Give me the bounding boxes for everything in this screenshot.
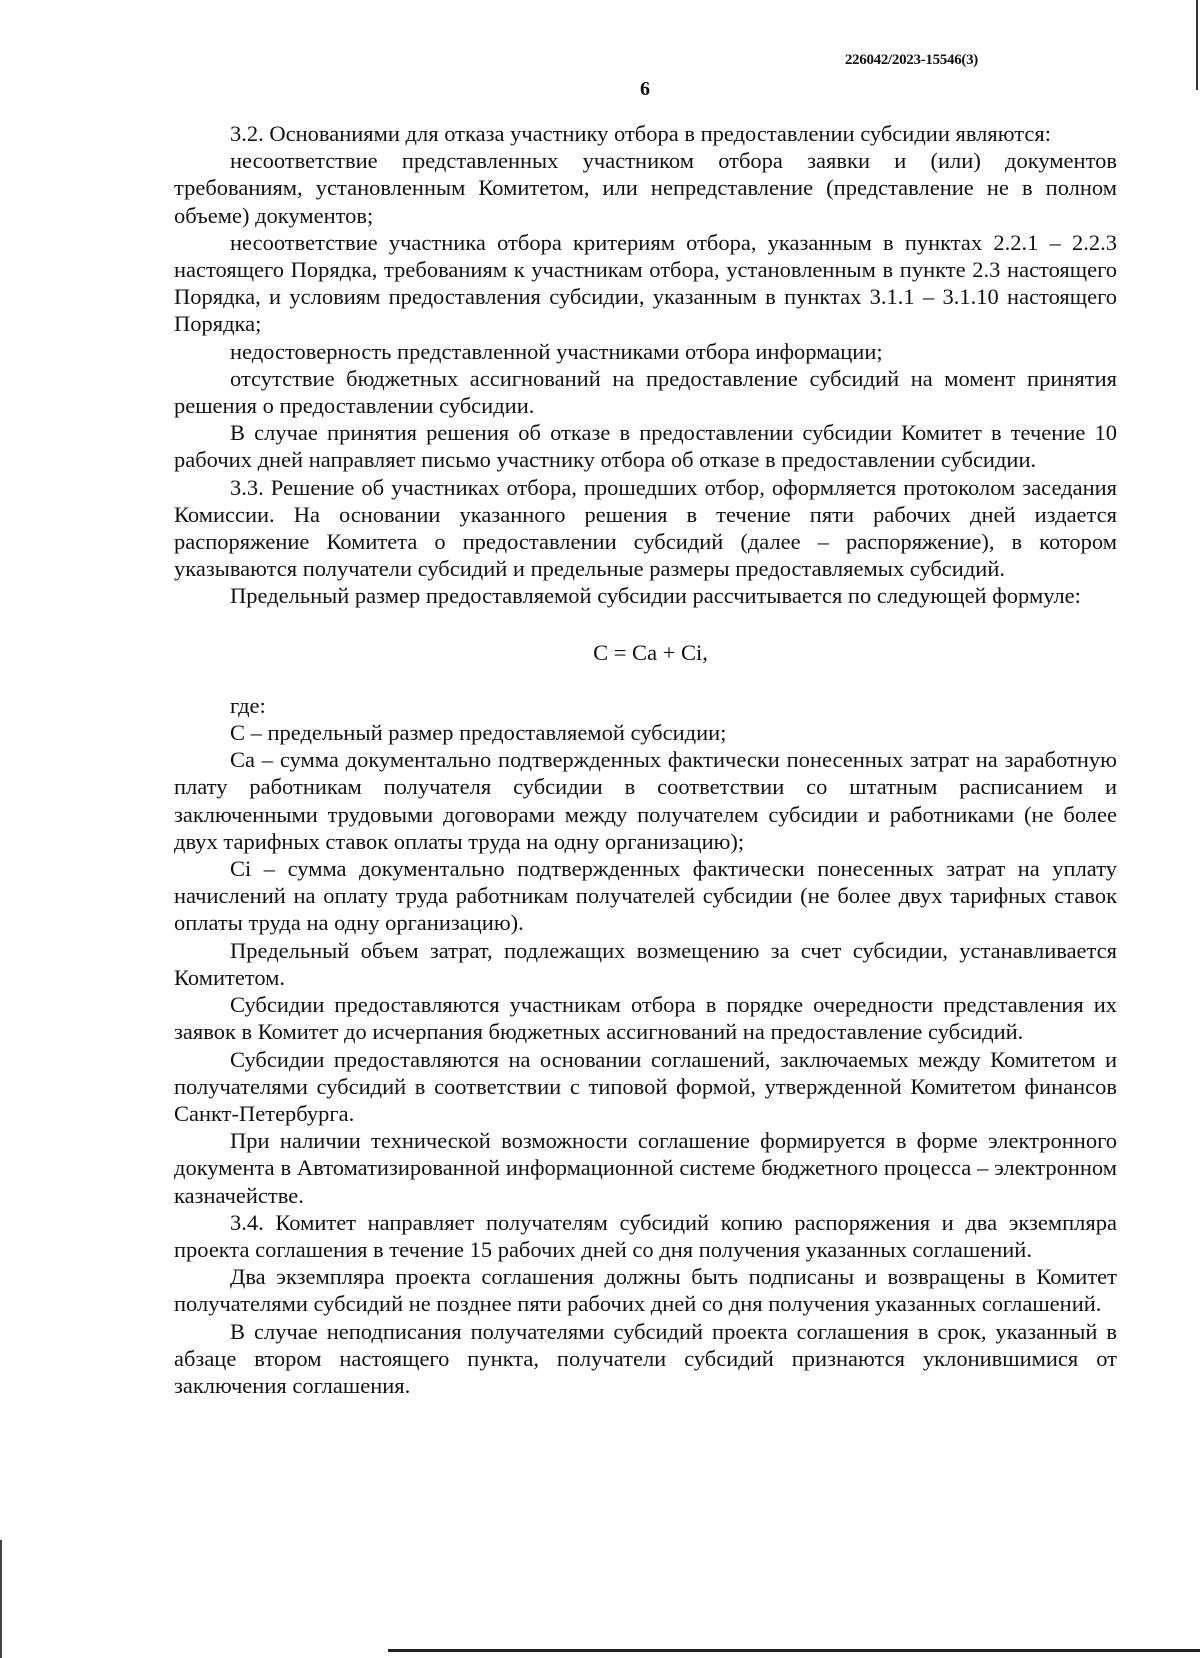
page-number: 6 <box>640 78 650 100</box>
paragraph-formula-intro: Предельный размер предоставляемой субсидии рассчитывается по следующей формуле: <box>230 583 1081 609</box>
paragraph-order: Субсидии предоставляются участникам отбора в порядке очередности представления их заявок в Комитет до исчерпания бюджетных ассигнований на предоставление субсидий. <box>174 992 1117 1045</box>
paragraph-3-2: 3.2. Основаниями для отказа участнику отбора в предоставлении субсидии являются: <box>230 121 1051 146</box>
paragraph-3-3: 3.3. Решение об участниках отбора, прошедших отбор, оформляется протоколом заседания Комиссии. На основании указанного решения в течение пяти рабочих дней издается распоряжение Комитета о предоставлении субсидий (далее – распоряжение), в котором указываются получатели субсидий и предельные размеры предоставляемых субсидий. <box>174 474 1117 582</box>
paragraph-reason-4: отсутствие бюджетных ассигнований на предоставление субсидий на момент принятия решения о предоставлении субсидии. <box>174 365 1117 419</box>
subsidy-formula: C = Ca + Ci, <box>593 639 708 665</box>
scan-edge-mark <box>1196 0 1198 90</box>
paragraph-reason-1: несоответствие представленных участником отбора заявки и (или) документов требованиям, установленным Комитетом, или непредставление (представление не в полном объеме) документов; <box>174 148 1117 228</box>
document-registration-number: 226042/2023-15546(3) <box>844 52 978 68</box>
paragraph-refusal-notice: В случае принятия решения об отказе в предоставлении субсидии Комитет в течение 10 рабочих дней направляет письмо участнику отбора об отказе в предоставлении субсидии. <box>174 420 1117 473</box>
paragraph-electronic: При наличии технической возможности соглашение формируется в форме электронного документа в Автоматизированной информационной системе бюджетного процесса – электронном казначействе. <box>174 1128 1117 1208</box>
paragraph-def-c: С – предельный размер предоставляемой субсидии; <box>230 720 727 746</box>
paragraph-agreements: Субсидии предоставляются на основании соглашений, заключаемых между Комитетом и получателями субсидий в соответствии с типовой формой, утвержденной Комитетом финансов Санкт-Петербурга. <box>174 1046 1117 1126</box>
paragraph-def-ca: Са – сумма документально подтвержденных фактически понесенных затрат на заработную плату работникам получателя субсидии в соответствии со штатным расписанием и заключенными трудовыми договорами между получателем субсидии и работниками (не более двух тарифных ставок оплаты труда на одну организацию); <box>174 747 1117 854</box>
document-body <box>174 120 1117 1399</box>
paragraph-signing: Два экземпляра проекта соглашения должны быть подписаны и возвращены в Комитет получателями субсидий не позднее пяти рабочих дней со дня получения указанных соглашений. <box>174 1264 1117 1317</box>
paragraph-where: где: <box>230 692 266 718</box>
scan-edge-mark <box>0 1540 2 1658</box>
paragraph-reason-3: недостоверность представленной участниками отбора информации; <box>230 338 883 364</box>
paragraph-reason-2: несоответствие участника отбора критериям отбора, указанным в пунктах 2.2.1 – 2.2.3 настоящего Порядка, требованиям к участникам отбора, установленным в пункте 2.3 настоящего Порядка, и условиям предоставления субсидии, указанным в пунктах 3.1.1 – 3.1.10 настоящего Порядка; <box>174 229 1117 337</box>
paragraph-evasion: В случае неподписания получателями субсидий проекта соглашения в срок, указанный в абзаце втором настоящего пункта, получатели субсидий признаются уклонившимися от заключения соглашения. <box>174 1318 1117 1398</box>
paragraph-3-4: 3.4. Комитет направляет получателям субсидий копию распоряжения и два экземпляра проекта соглашения в течение 15 рабочих дней со дня получения указанных соглашений. <box>174 1209 1117 1262</box>
scan-bottom-line <box>388 1649 1200 1652</box>
paragraph-def-ci: Ci – сумма документально подтвержденных фактически понесенных затрат на уплату начислений на оплату труда работникам получателей субсидии (не более двух тарифных ставок оплаты труда на одну организацию). <box>174 856 1117 936</box>
paragraph-cost-limit: Предельный объем затрат, подлежащих возмещению за счет субсидии, устанавливается Комитетом. <box>174 937 1117 990</box>
